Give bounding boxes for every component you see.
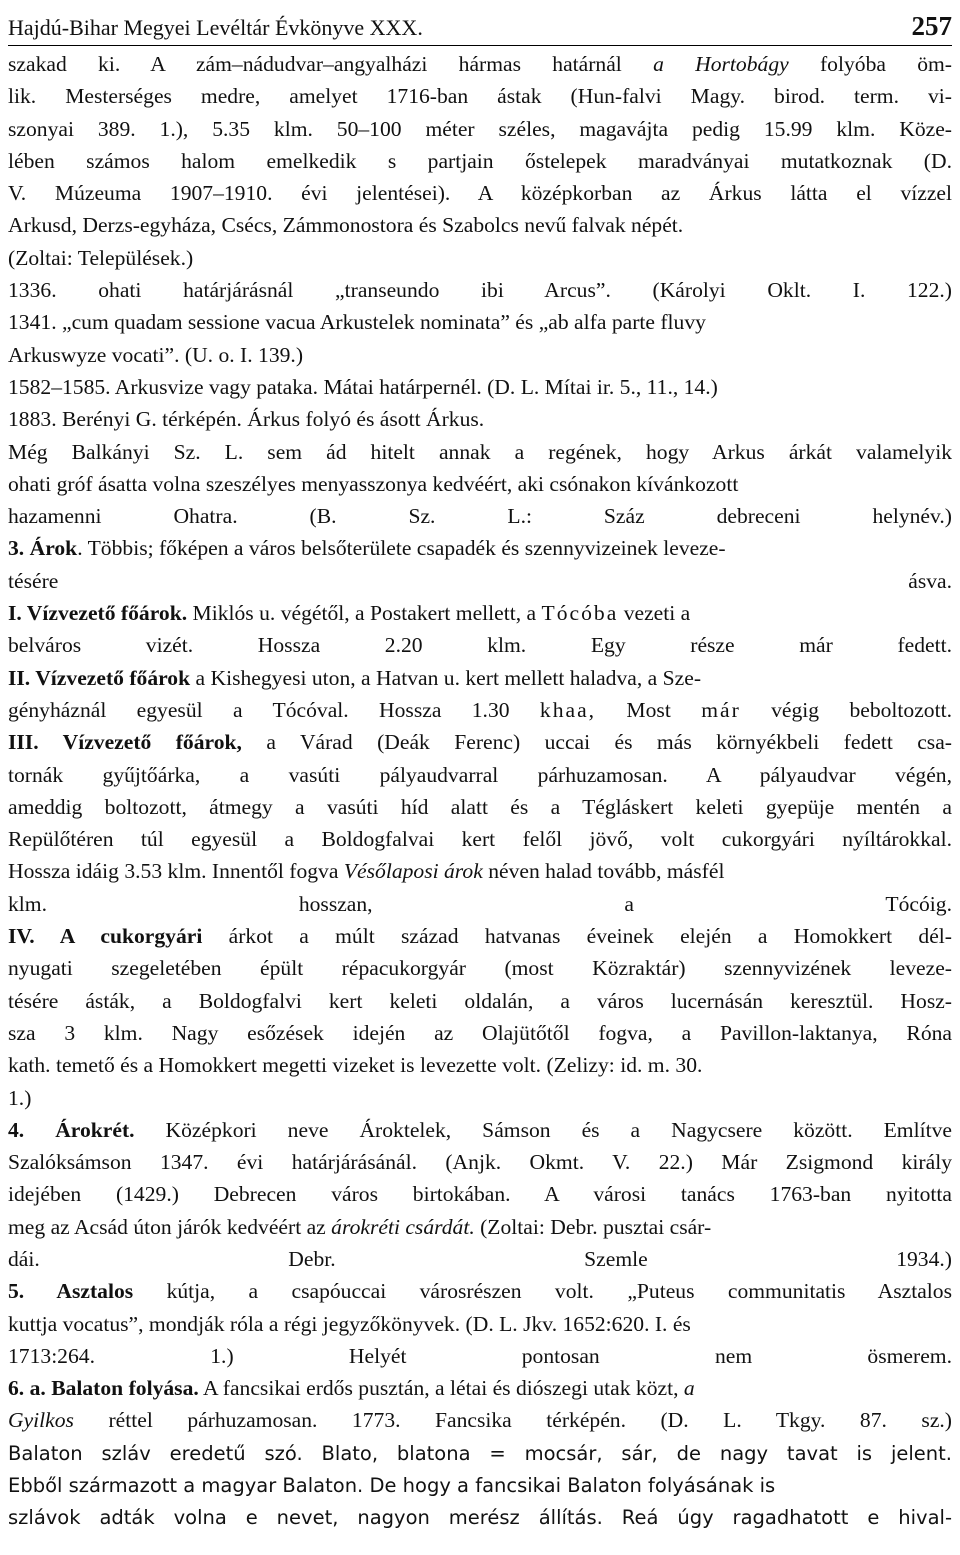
text-line <box>8 629 952 661</box>
text-run: tornák gyűjtőárka, a vasúti pályaudvarral párhuzamosan. A pályaudvar végén, <box>8 762 952 787</box>
text-line <box>8 532 952 564</box>
text-line <box>8 1275 952 1307</box>
text-line <box>8 694 952 726</box>
text-line <box>8 1211 952 1243</box>
text-line <box>8 1372 952 1404</box>
text-line <box>8 1308 952 1340</box>
text-run: lében számos halom emelkedik s partjain őstelepek maradványai mutatkoznak (D. <box>8 148 952 173</box>
text-run: kútja, a csapóuccai városrészen volt. „Puteus communitatis Asztalos <box>133 1279 952 1304</box>
text-run: nyugati szegeletében épült répacukorgyár (most Közraktár) szennyvizének leveze- <box>8 956 952 981</box>
text-run: Hossza idáig 3.53 klm. Innentől fogva <box>8 859 344 884</box>
text-run: 1341. „cum quadam sessione vacua Arkustelek nominata” és „ab alfa parte fluvy <box>8 310 706 335</box>
text-line <box>8 468 952 500</box>
text-line <box>8 339 952 371</box>
text-line <box>8 888 952 920</box>
text-run: idejében (1429.) Debrecen város birtokában. A városi tanács 1763-ban nyitotta <box>8 1182 952 1207</box>
text-run: 1.) <box>8 1085 32 1110</box>
text-line <box>8 855 952 887</box>
text-line <box>8 1114 952 1146</box>
text-line <box>8 274 952 306</box>
text-run: 1336. ohati határjárásnál „transeundo ibi Arcus”. (Károlyi Oklt. I. 122.) <box>8 278 952 303</box>
text-line <box>8 403 952 435</box>
text-run: dái. Debr. Szemle 1934.) <box>8 1246 952 1271</box>
text-run: lik. Mesterséges medre, amelyet 1716-ban ástak (Hun-falvi Magy. birod. term. vi- <box>8 84 952 109</box>
running-header <box>8 4 952 46</box>
text-run: Most <box>596 697 702 722</box>
text-run: ohati gróf ásatta volna szeszélyes menyasszonya kedvéért, aki csónakon kívánkozott <box>8 471 739 496</box>
text-run: A fancsikai erdős pusztán, a létai és diószegi utak közt, <box>198 1376 684 1401</box>
text-run: Tócóba <box>541 601 619 626</box>
text-line <box>8 1340 952 1372</box>
text-line <box>8 1437 952 1469</box>
text-run: 1713:264. 1.) Helyét pontosan nem ösmerem. <box>8 1343 952 1368</box>
italic-text: a <box>683 1376 695 1401</box>
text-run: hazamenni Ohatra. (B. Sz. L.: Száz debreceni helynév.) <box>8 504 952 529</box>
text-line <box>8 952 952 984</box>
entry-heading: I. Vízvezető főárok. <box>8 601 188 626</box>
text-line <box>8 48 952 80</box>
text-run: Arkusd, Derzs-egyháza, Csécs, Zámmonostora és Szabolcs nevű falvak népét. <box>8 213 684 238</box>
text-line <box>8 145 952 177</box>
text-line <box>8 759 952 791</box>
page-number: 257 <box>911 11 952 41</box>
text-run: tésére ásva. <box>8 568 952 593</box>
text-run: a Kishegyesi uton, a Hatvan u. kert mellett haladva, a Sze- <box>190 665 702 690</box>
entry-heading: III. Vízvezető főárok, <box>8 730 242 755</box>
text-run: Arkuswyze vocati”. (U. o. I. 139.) <box>8 342 304 367</box>
text-run: Szalóksámson 1347. évi határjárásánál. (Anjk. Okmt. V. 22.) Már Zsigmond király <box>8 1150 952 1175</box>
text-run: meg az Acsád úton járók kedvéért az <box>8 1214 332 1239</box>
text-line <box>8 1082 952 1114</box>
text-run: belváros vizét. Hossza 2.20 klm. Egy része már fedett. <box>8 633 952 658</box>
text-run: 1883. Berényi G. térképén. Árkus folyó és ásott Árkus. <box>8 407 485 432</box>
text-line <box>8 500 952 532</box>
text-run: sza 3 klm. Nagy esőzések idején az Olajütőtől fogva, a Pavillon-laktanya, Róna <box>8 1020 952 1045</box>
text-line <box>8 823 952 855</box>
text-run: klm. hosszan, a Tócóig. <box>8 891 952 916</box>
text-run: a Várad (Deák Ferenc) uccai és más környékbeli fedett csa- <box>241 730 952 755</box>
text-run: . Többis; főképen a város belsőterülete csapadék és szennyvizeinek leveze- <box>77 536 726 561</box>
text-run: néven halad tovább, másfél <box>482 859 725 884</box>
entry-heading: 3. Árok <box>8 536 78 561</box>
text-run: kath. temető és a Homokkert megetti vizeket is levezette volt. (Zelizy: id. m. 30. <box>8 1053 703 1078</box>
text-run: szakad ki. A zám–nádudvar–angyalházi hármas határnál <box>8 52 654 76</box>
text-line <box>8 597 952 629</box>
text-run: Középkori neve Ároktelek, Sámson és a Nagycsere között. Említve <box>134 1117 952 1142</box>
text-line <box>8 113 952 145</box>
italic-text: árokréti csárdát. <box>331 1214 475 1239</box>
text-line <box>8 242 952 274</box>
text-line <box>8 80 952 112</box>
text-line <box>8 920 952 952</box>
text-run: 1582–1585. Arkusvize vagy pataka. Mátai határpernél. (D. L. Mítai ir. 5., 11., 14.) <box>8 374 718 399</box>
text-run: végig beboltozott. <box>740 697 952 722</box>
text-line <box>8 209 952 241</box>
text-line <box>8 1017 952 1049</box>
text-run: tésére ásták, a Boldogfalvi kert keleti oldalán, a város lucernásán keresztül. Hosz- <box>8 988 952 1013</box>
text-run: V. Múzeuma 1907–1910. évi jelentései). A középkorban az Árkus látta el vízzel <box>8 181 952 206</box>
entry-heading: 5. Asztalos <box>8 1279 134 1304</box>
body-text <box>8 48 952 1534</box>
italic-text: a Hortobágy <box>653 52 789 76</box>
text-run: (Zoltai: Debr. pusztai csár- <box>474 1214 712 1239</box>
text-run: szonyai 389. 1.), 5.35 klm. 50–100 méter széles, magavájta pedig 15.99 klm. Köze- <box>8 116 952 141</box>
italic-text: Vésőlaposi árok <box>343 859 483 884</box>
text-line <box>8 371 952 403</box>
text-line <box>8 177 952 209</box>
text-line <box>8 1404 952 1436</box>
entry-heading: 4. Árokrét. <box>8 1117 135 1142</box>
text-run: vezeti a <box>618 601 691 626</box>
text-run: ameddig boltozott, átmegy a vasúti híd alatt és a Tégláskert keleti gyepüje mentén a <box>8 794 952 819</box>
text-run: Ebből származott a magyar Balaton. De hogy a fancsikai Balaton folyásának is <box>8 1474 776 1498</box>
text-run: árkot a múlt század hatvanas éveinek elején a Homokkert dél- <box>202 924 952 949</box>
text-line <box>8 1049 952 1081</box>
text-run: szlávok adták volna e nevet, nagyon merész állítás. Reá úgy ragadhatott e hival- <box>8 1506 952 1530</box>
text-run: réttel párhuzamosan. 1773. Fancsika térképén. (D. L. Tkgy. 87. sz.) <box>73 1408 952 1433</box>
text-line <box>8 662 952 694</box>
text-run: Még Balkányi Sz. L. sem ád hitelt annak a regének, hogy Arkus árkát valamelyik <box>8 439 952 464</box>
text-line <box>8 985 952 1017</box>
text-run: Miklós u. végétől, a Postakert mellett, a <box>187 601 542 626</box>
entry-heading: IV. A cukorgyári <box>8 924 203 949</box>
document-page <box>8 4 952 1530</box>
text-line <box>8 306 952 338</box>
text-run: (Zoltai: Települések.) <box>8 245 194 270</box>
entry-heading: II. Vízvezető főárok <box>8 665 191 690</box>
text-line <box>8 1146 952 1178</box>
text-line <box>8 1501 952 1533</box>
text-line <box>8 565 952 597</box>
text-run: gényháznál egyesül a Tócóval. Hossza 1.30 <box>8 697 540 722</box>
text-line <box>8 791 952 823</box>
text-run: Repülőtéren túl egyesül a Boldogfalvai kert felől jövő, volt cukorgyári nyíltárokkal. <box>8 827 952 852</box>
italic-text: Gyilkos <box>8 1408 74 1433</box>
text-run: kuttja vocatus”, mondják róla a régi jegyzőkönyvek. (D. L. Jkv. 1652:620. I. és <box>8 1311 691 1336</box>
text-line <box>8 436 952 468</box>
text-run: folyóba öm- <box>788 52 952 76</box>
text-line <box>8 1469 952 1501</box>
text-line <box>8 726 952 758</box>
yearbook-title: Hajdú-Bihar Megyei Levéltár Évkönyve XXX. <box>8 15 423 40</box>
text-run: Balaton szláv eredetű szó. Blato, blatona = mocsár, sár, de nagy tavat is jelent. <box>8 1441 952 1465</box>
entry-heading: 6. a. Balaton folyása. <box>8 1376 199 1401</box>
text-line <box>8 1178 952 1210</box>
text-line <box>8 1243 952 1275</box>
text-run: már <box>701 697 741 722</box>
text-run: khaa, <box>539 697 597 722</box>
